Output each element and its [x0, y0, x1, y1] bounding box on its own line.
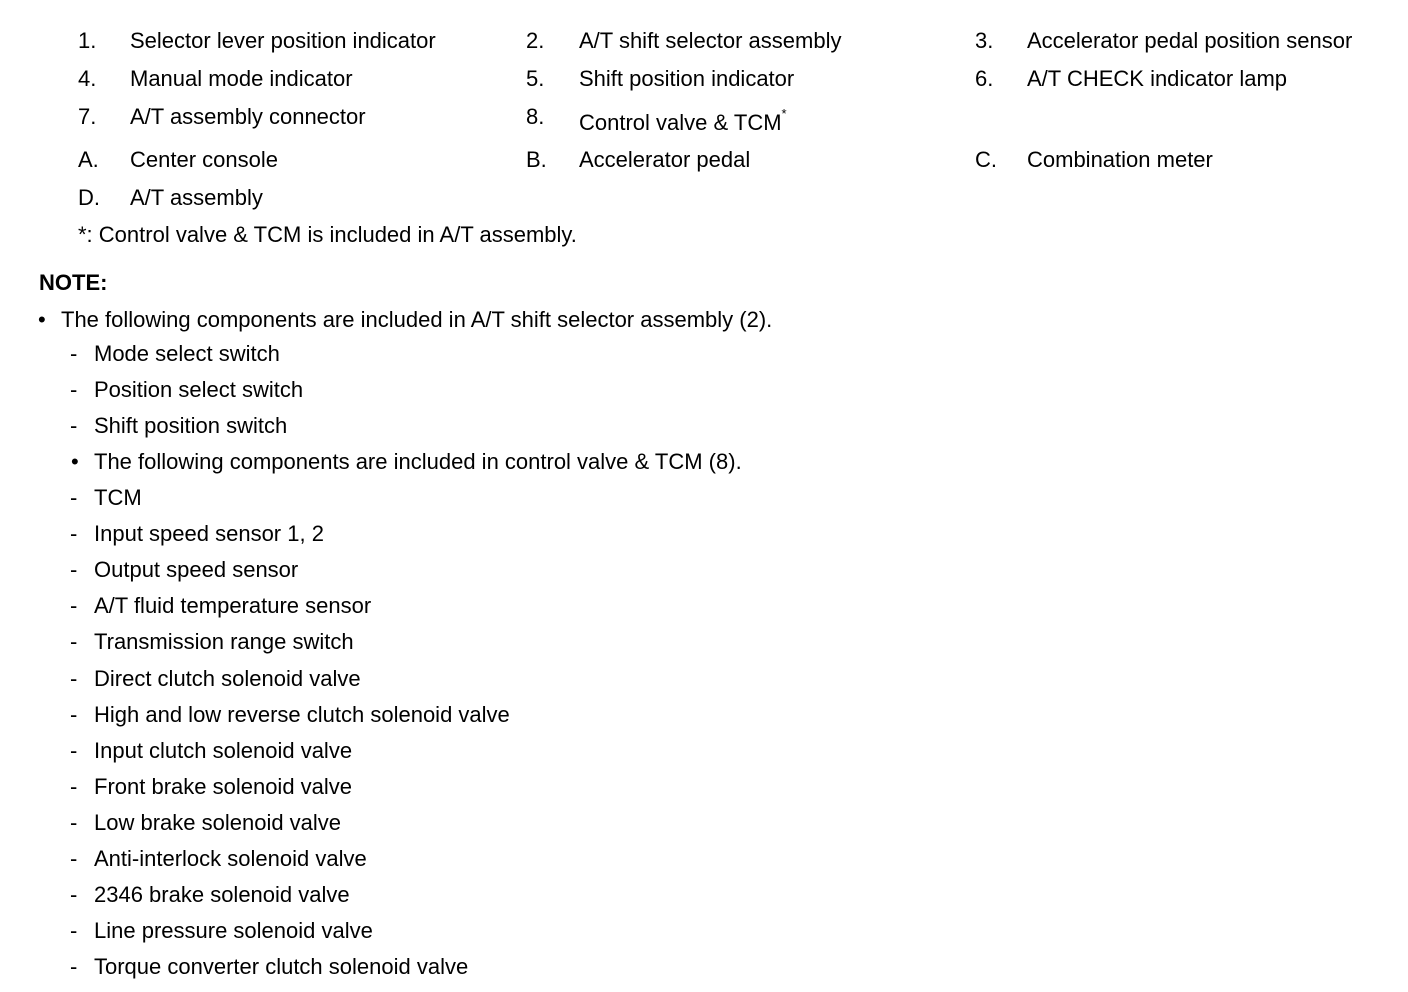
- list-item-text: Mode select switch: [94, 341, 280, 366]
- legend-label: A/T CHECK indicator lamp: [1027, 66, 1288, 91]
- dash-bullet: -: [70, 521, 78, 547]
- legend-label: Control valve & TCM: [579, 110, 782, 135]
- list-item-text: Transmission range switch: [94, 629, 354, 655]
- legend-number: 6.: [975, 66, 994, 91]
- dash-bullet: -: [70, 918, 78, 944]
- legend-label: Selector lever position indicator: [130, 28, 436, 53]
- dash-bullet: -: [70, 954, 78, 980]
- list-item-text: A/T fluid temperature sensor: [94, 593, 372, 619]
- legend-row: [0, 147, 1408, 177]
- dash-bullet: -: [70, 341, 78, 366]
- list-item-text: Front brake solenoid valve: [94, 773, 353, 799]
- dash-bullet: -: [70, 882, 78, 908]
- list-item-text: Torque converter clutch solenoid valve: [94, 954, 469, 980]
- legend-number: A.: [78, 147, 99, 172]
- list-item-text: Input speed sensor 1, 2: [94, 521, 324, 547]
- bullet-text: The following components are included in A/T shift selector assembly (2).: [61, 307, 773, 332]
- dash-bullet: -: [70, 377, 78, 402]
- legend-row: [0, 104, 1408, 134]
- dash-bullet: -: [70, 413, 78, 438]
- list-item-text: Direct clutch solenoid valve: [94, 665, 361, 691]
- legend-number: 1.: [78, 28, 97, 53]
- list-item-text: 2346 brake solenoid valve: [94, 882, 350, 908]
- legend-row: [0, 185, 1408, 215]
- bullet-icon: •: [71, 449, 79, 474]
- dash-bullet: -: [70, 846, 78, 871]
- legend-row: [0, 66, 1408, 96]
- bullet-icon: •: [38, 307, 46, 332]
- legend-number: D.: [78, 185, 100, 210]
- dash-bullet: -: [70, 485, 78, 510]
- legend-number: 2.: [526, 28, 545, 53]
- dash-bullet: -: [70, 701, 78, 727]
- legend-label: A/T shift selector assembly: [579, 28, 842, 53]
- legend-label: Shift position indicator: [579, 66, 795, 91]
- list-item-text: Anti-interlock solenoid valve: [94, 846, 367, 871]
- dash-bullet: -: [70, 665, 78, 691]
- legend-label-with-footnote: [579, 106, 787, 136]
- list-item-text: High and low reverse clutch solenoid valve: [94, 701, 510, 727]
- dash-bullet: -: [70, 629, 78, 655]
- note-heading: NOTE:: [39, 270, 108, 295]
- list-item-text: Shift position switch: [94, 413, 288, 438]
- list-item-text: Low brake solenoid valve: [94, 809, 342, 835]
- legend-label: A/T assembly: [130, 185, 263, 210]
- legend-number: 5.: [526, 66, 545, 91]
- legend-number: 7.: [78, 104, 97, 129]
- dash-bullet: -: [70, 809, 78, 835]
- legend-number: C.: [975, 147, 997, 172]
- list-item-text: TCM: [94, 485, 142, 510]
- legend-number: 4.: [78, 66, 97, 91]
- legend-number: B.: [526, 147, 547, 172]
- dash-bullet: -: [70, 737, 78, 763]
- legend-label: Manual mode indicator: [130, 66, 353, 91]
- legend-label: Accelerator pedal position sensor: [1027, 28, 1353, 53]
- footnote: *: Control valve & TCM is included in A/T assembly.: [78, 222, 577, 247]
- legend-row: [0, 28, 1408, 58]
- bullet-text: The following components are included in control valve & TCM (8).: [94, 449, 742, 474]
- list-item-text: Input clutch solenoid valve: [94, 737, 353, 763]
- legend-label: Combination meter: [1027, 147, 1213, 172]
- dash-bullet: -: [70, 557, 78, 583]
- footnote-marker: *: [781, 106, 787, 121]
- legend-number: 3.: [975, 28, 994, 53]
- legend-label: Accelerator pedal: [579, 147, 751, 172]
- dash-bullet: -: [70, 773, 78, 799]
- list-item-text: Position select switch: [94, 377, 304, 402]
- legend-number: 8.: [526, 104, 545, 129]
- list-item-text: Line pressure solenoid valve: [94, 918, 373, 944]
- list-item-text: Output speed sensor: [94, 557, 299, 583]
- dash-bullet: -: [70, 593, 78, 619]
- legend-label: A/T assembly connector: [130, 104, 366, 129]
- legend-label: Center console: [130, 147, 278, 172]
